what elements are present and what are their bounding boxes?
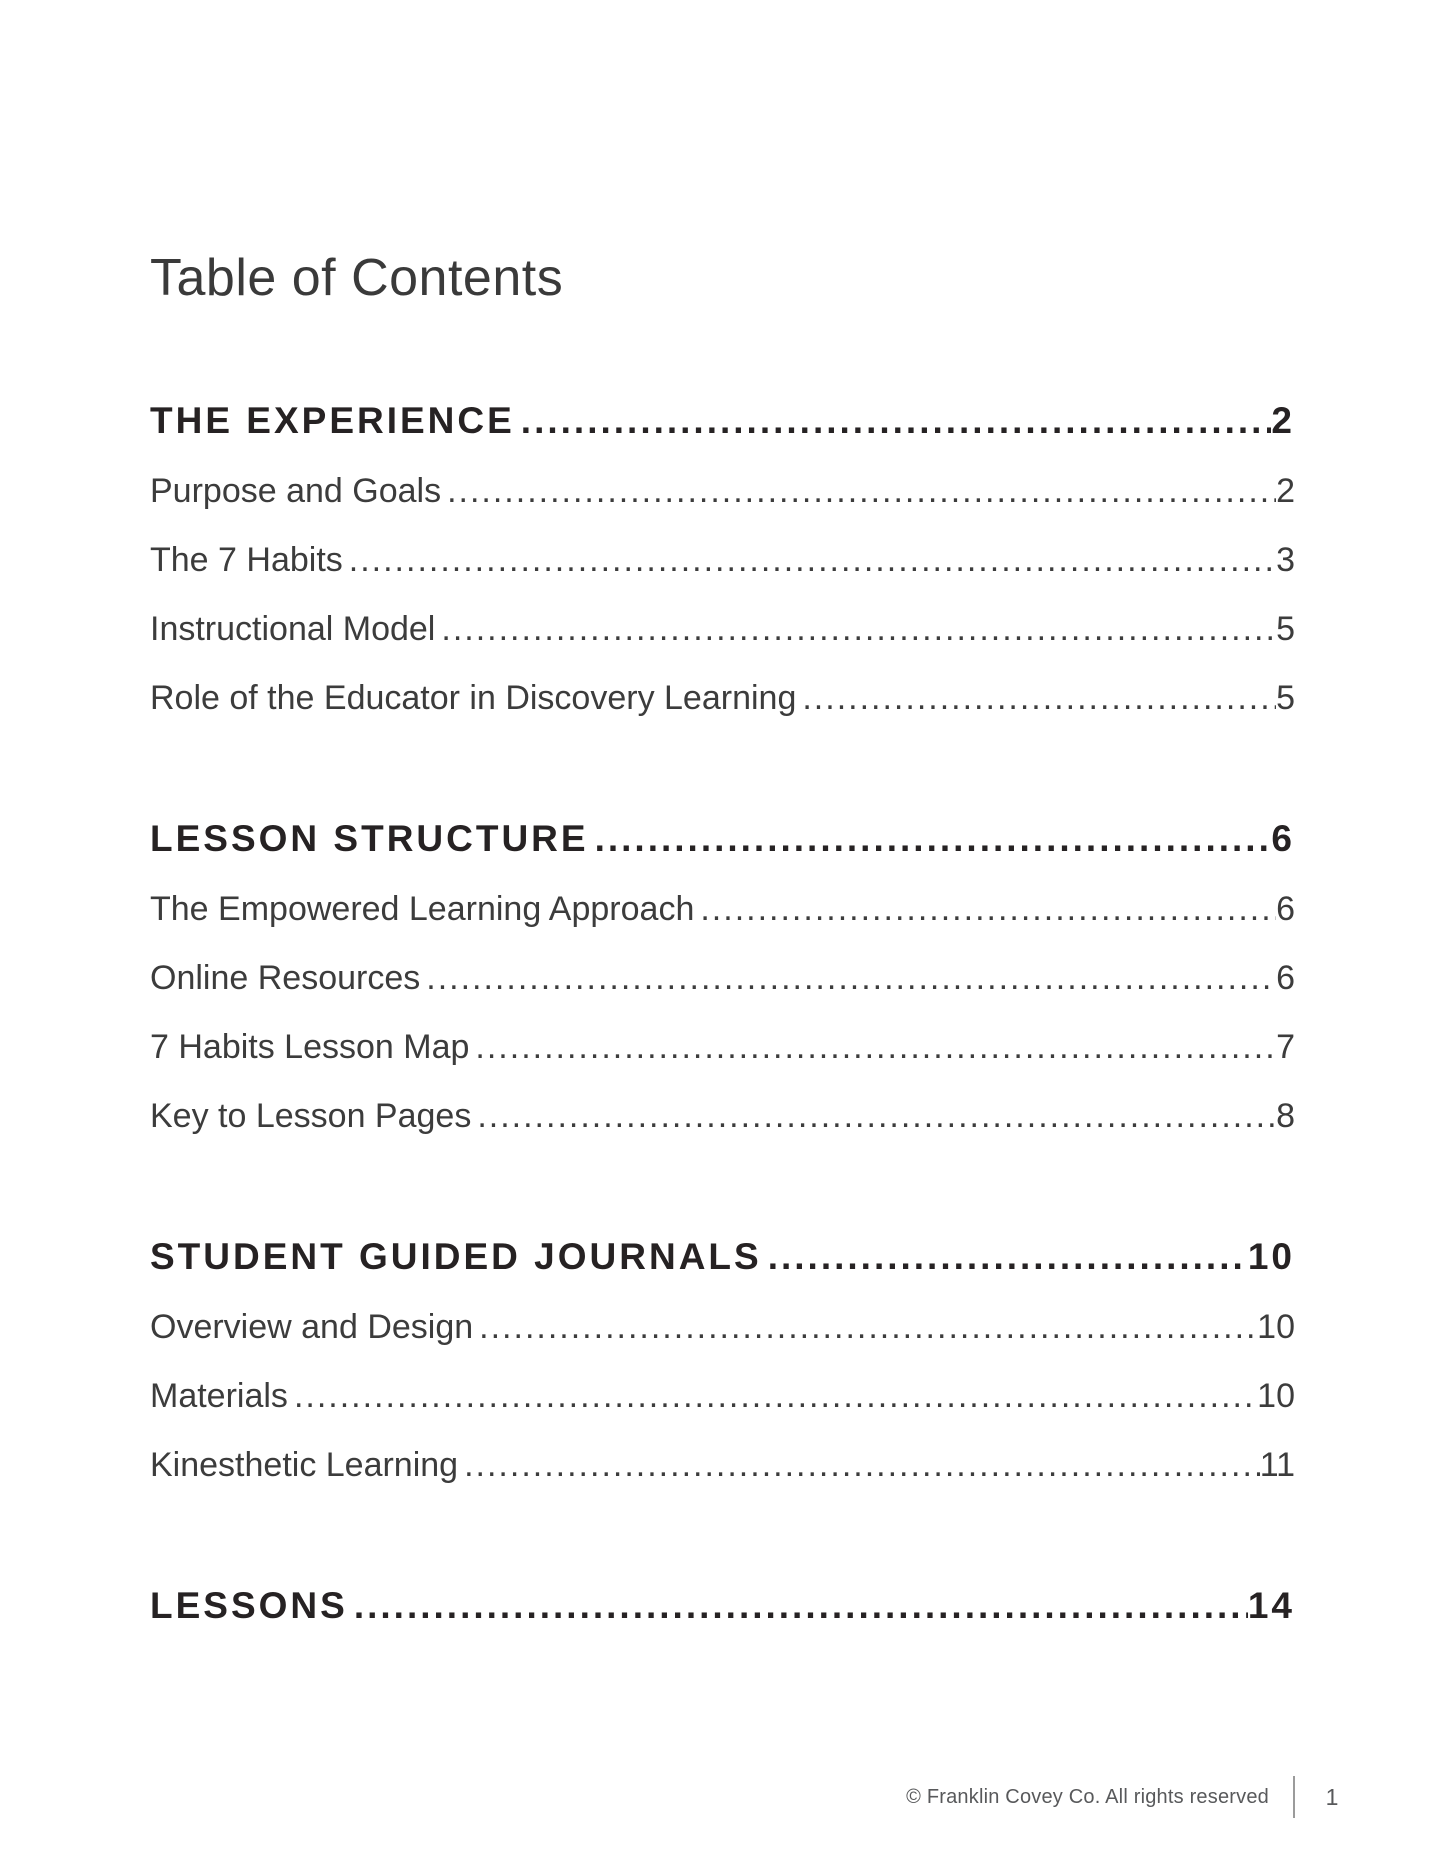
dot-leader <box>589 818 1272 860</box>
toc-entry-label: Online Resources <box>150 959 421 997</box>
dot-leader <box>469 1027 1276 1067</box>
toc-entry-row <box>150 958 1295 998</box>
dot-leader <box>473 1307 1257 1347</box>
toc-entry-page: 6 <box>1276 959 1295 997</box>
toc-heading-row <box>150 1585 1295 1627</box>
toc-entry-page: 3 <box>1276 541 1295 579</box>
toc-entry-page: 10 <box>1257 1308 1295 1346</box>
toc-heading-label: LESSON STRUCTURE <box>150 818 589 859</box>
toc-entry-page: 5 <box>1276 610 1295 648</box>
page-footer <box>906 1776 1345 1818</box>
toc-entry-row <box>150 889 1295 929</box>
table-of-contents <box>150 400 1295 1627</box>
dot-leader <box>441 471 1276 511</box>
toc-entry-label: Instructional Model <box>150 610 436 648</box>
toc-entry-row <box>150 1096 1295 1136</box>
toc-entry-page: 6 <box>1276 890 1295 928</box>
toc-entry-page: 2 <box>1276 472 1295 510</box>
dot-leader <box>515 400 1272 442</box>
toc-section <box>150 1236 1295 1485</box>
toc-heading-row <box>150 1236 1295 1278</box>
toc-entry-row <box>150 1376 1295 1416</box>
toc-entry-label: The 7 Habits <box>150 541 343 579</box>
toc-heading-label: LESSONS <box>150 1585 348 1626</box>
dot-leader <box>762 1236 1248 1278</box>
toc-entry-label: Kinesthetic Learning <box>150 1446 459 1484</box>
toc-heading-row <box>150 818 1295 860</box>
toc-entry-page: 5 <box>1276 679 1295 717</box>
dot-leader <box>420 958 1276 998</box>
toc-heading-row <box>150 400 1295 442</box>
toc-entry-row <box>150 540 1295 580</box>
toc-entry-page: 7 <box>1276 1028 1295 1066</box>
dot-leader <box>458 1445 1260 1485</box>
toc-entry-page: 8 <box>1276 1097 1295 1135</box>
toc-entry-label: The Empowered Learning Approach <box>150 890 695 928</box>
dot-leader <box>471 1096 1276 1136</box>
page-number: 1 <box>1325 1783 1339 1810</box>
toc-heading-page: 2 <box>1271 400 1295 441</box>
toc-heading-page: 6 <box>1271 818 1295 859</box>
toc-section <box>150 818 1295 1136</box>
dot-leader <box>796 678 1276 718</box>
dot-leader <box>435 609 1276 649</box>
toc-heading-label: STUDENT GUIDED JOURNALS <box>150 1236 762 1277</box>
toc-entry-label: Materials <box>150 1377 288 1415</box>
toc-heading-page: 14 <box>1247 1585 1295 1626</box>
copyright-text: © Franklin Covey Co. All rights reserved <box>906 1785 1269 1808</box>
toc-entry-label: 7 Habits Lesson Map <box>150 1028 470 1066</box>
toc-entry-row <box>150 1307 1295 1347</box>
dot-leader <box>348 1585 1248 1627</box>
page-title: Table of Contents <box>150 249 564 307</box>
toc-section <box>150 1585 1295 1627</box>
toc-entry-page: 10 <box>1257 1377 1295 1415</box>
toc-heading-page: 10 <box>1247 1236 1295 1277</box>
toc-entry-label: Purpose and Goals <box>150 472 442 510</box>
dot-leader <box>288 1376 1257 1416</box>
toc-heading-label: THE EXPERIENCE <box>150 400 515 441</box>
footer-divider <box>1293 1776 1295 1818</box>
toc-entry-label: Role of the Educator in Discovery Learning <box>150 679 797 717</box>
toc-entry-row <box>150 1445 1295 1485</box>
toc-entry-row <box>150 678 1295 718</box>
dot-leader <box>343 540 1276 580</box>
toc-entry-row <box>150 609 1295 649</box>
toc-entry-label: Overview and Design <box>150 1308 474 1346</box>
toc-entry-label: Key to Lesson Pages <box>150 1097 472 1135</box>
toc-entry-page: 11 <box>1259 1446 1295 1484</box>
toc-section <box>150 400 1295 718</box>
toc-entry-row <box>150 471 1295 511</box>
toc-entry-row <box>150 1027 1295 1067</box>
dot-leader <box>694 889 1276 929</box>
